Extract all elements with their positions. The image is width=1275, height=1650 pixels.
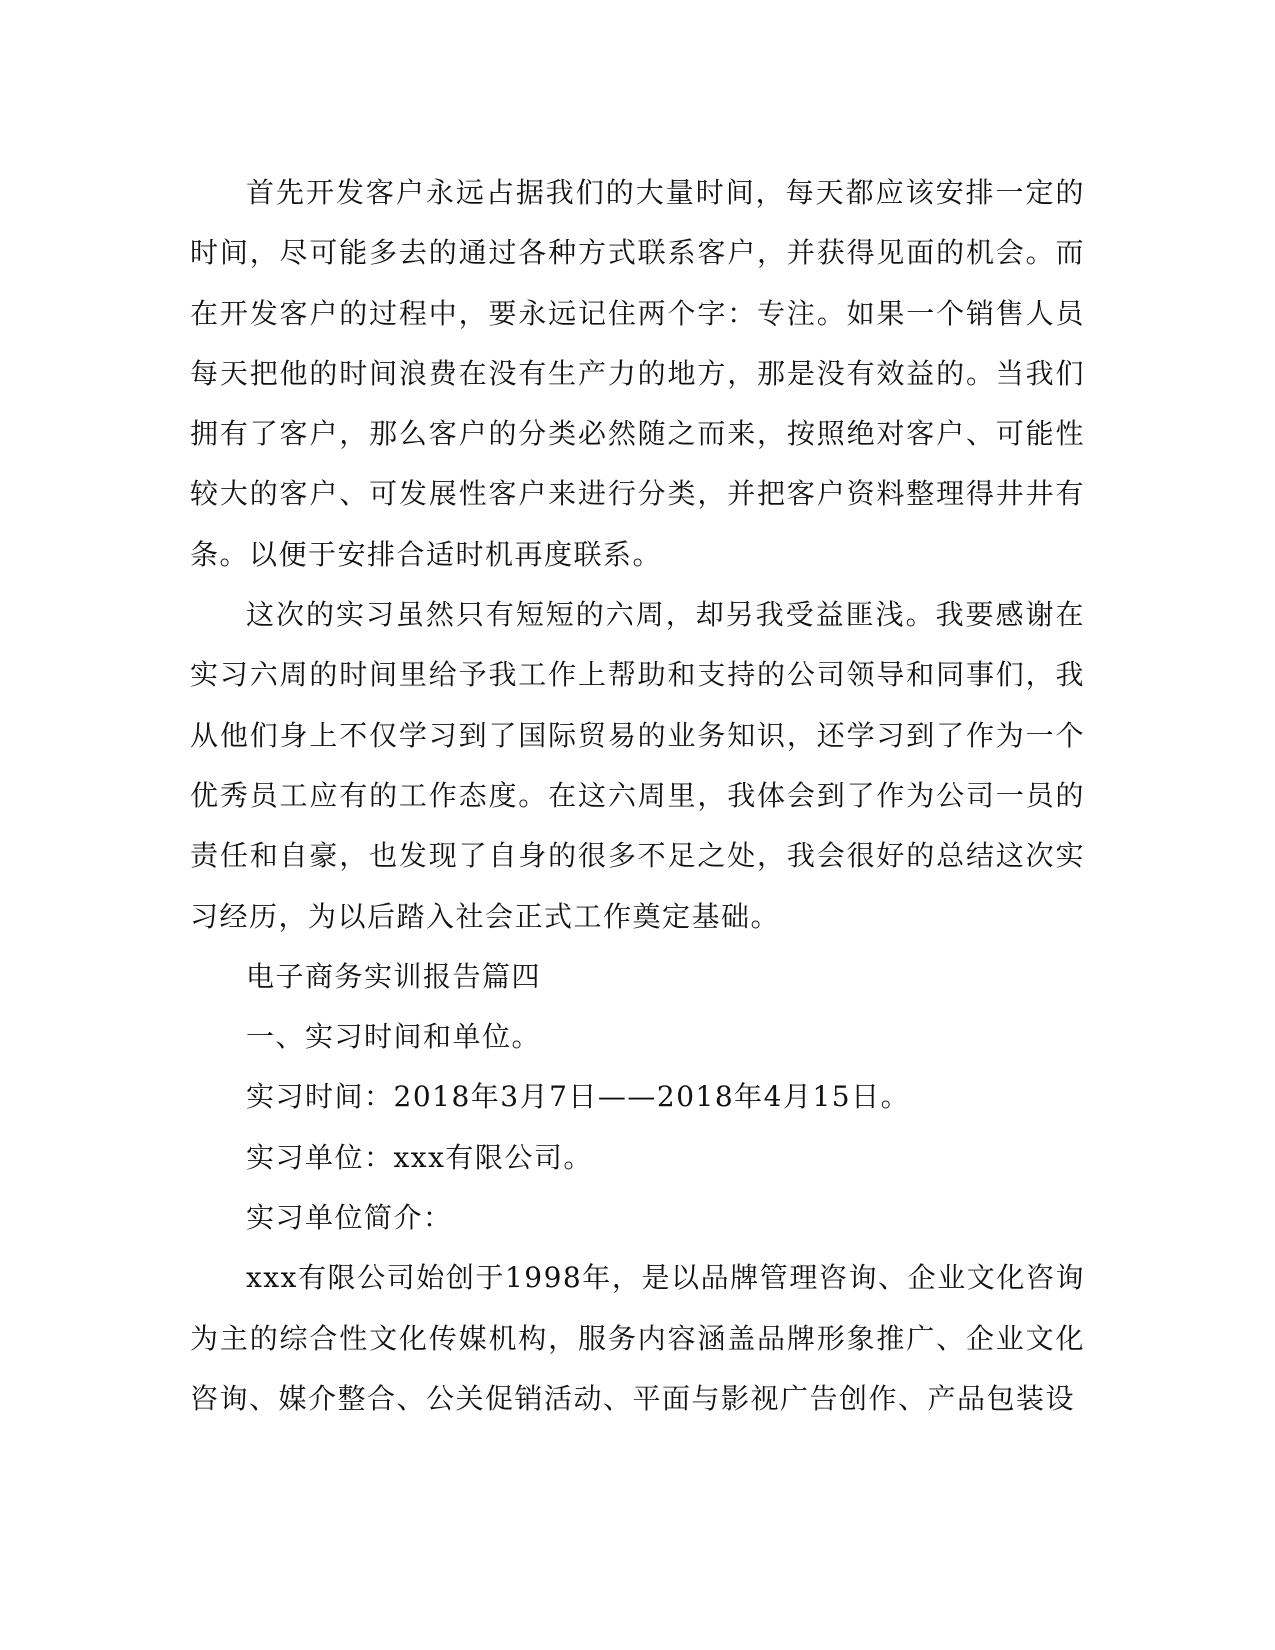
subheading-time-and-unit: 一、实习时间和单位。 (246, 1020, 542, 1054)
paragraph-internship-reflection: 这次的实习虽然只有短短的六周，却另我受益匪浅。我要感谢在实习六周的时间里给予我工作上帮助和支持的公司领导和同事们，我从他们身上不仅学习到了国际贸易的业务知识，还学习到了作为一个优秀员工应有的工作态度。在这六周里，我体会到了作为公司一员的责任和自豪，也发现了自身的很多不足之处，我会很好的总结这次实习经历，为以后踏入社会正式工作奠定基础。 (190, 598, 1085, 933)
internship-unit: 实习单位：xxx有限公司。 (246, 1140, 593, 1174)
paragraph-customer-development: 首先开发客户永远占据我们的大量时间，每天都应该安排一定的时间，尽可能多去的通过各种方式联系客户，并获得见面的机会。而在开发客户的过程中，要永远记住两个字：专注。如果一个销售人员每天把他的时间浪费在没有生产力的地方，那是没有效益的。当我们拥有了客户，那么客户的分类必然随之而来，按照绝对客户、可能性较大的客户、可发展性客户来进行分类，并把客户资料整理得井井有条。以便于安排合适时机再度联系。 (190, 176, 1085, 571)
unit-intro-label: 实习单位简介： (246, 1201, 453, 1235)
internship-time: 实习时间：2018年3月7日——2018年4月15日。 (246, 1080, 911, 1114)
paragraph-company-intro: xxx有限公司始创于1998年，是以品牌管理咨询、企业文化咨询为主的综合性文化传媒机构，服务内容涵盖品牌形象推广、企业文化咨询、媒介整合、公关促销活动、平面与影视广告创作、产品包装设 (190, 1261, 1085, 1415)
document-body (190, 163, 1085, 1429)
section-heading: 电子商务实训报告篇四 (246, 959, 542, 993)
